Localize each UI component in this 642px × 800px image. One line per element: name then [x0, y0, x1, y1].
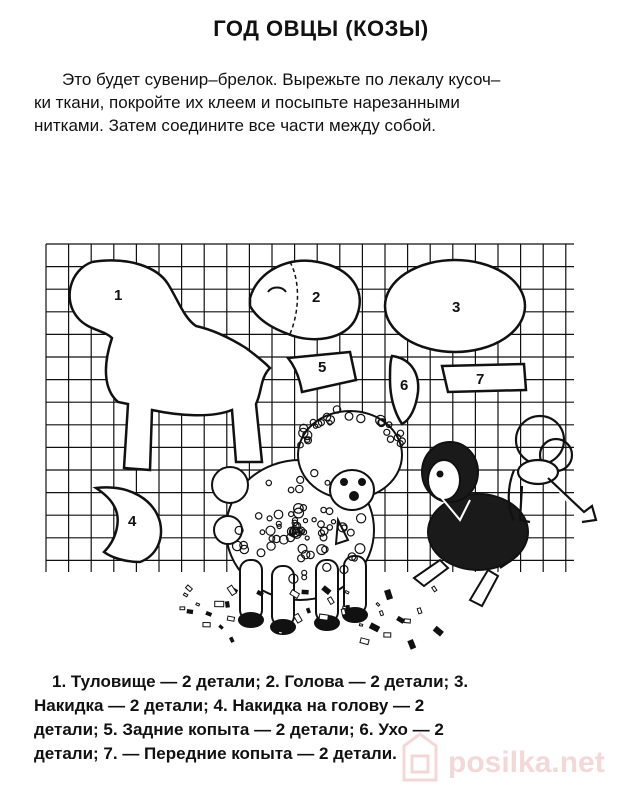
intro-line: ки ткани, покройте их клеем и посыпьте нарезанными: [34, 93, 460, 112]
confetti-scrap: [203, 623, 210, 627]
legend-line: Накидка — 2 детали; 4. Накидка на голову — 2: [34, 696, 425, 715]
piece-number: 2: [312, 289, 321, 306]
confetti-scrap: [359, 624, 362, 627]
black-lamb-illustration: [414, 442, 528, 606]
confetti-scrap: [187, 610, 193, 614]
confetti-scrap: [206, 612, 212, 617]
page-title: ГОД ОВЦЫ (КОЗЫ): [213, 16, 429, 41]
pattern-piece-body: [70, 260, 270, 470]
confetti-scrap: [376, 603, 380, 607]
legend-line: 1. Туловище — 2 детали; 2. Голова — 2 детали; 3.: [52, 672, 469, 691]
confetti-scrap: [369, 623, 379, 632]
confetti-scrap: [230, 637, 234, 642]
piece-number: 1: [114, 287, 123, 304]
piece-number: 3: [452, 299, 461, 316]
confetti-scrap: [225, 602, 229, 608]
confetti-scrap: [180, 607, 185, 610]
piece-number: 6: [400, 377, 409, 394]
confetti-scrap: [183, 593, 188, 597]
confetti-scrap: [319, 614, 328, 620]
confetti-scrap: [432, 586, 437, 592]
piece-number: 7: [476, 371, 485, 388]
watermark-logo: [392, 726, 632, 796]
confetti-scrap: [417, 608, 422, 614]
confetti-scrap: [227, 585, 236, 595]
confetti-scrap: [379, 611, 383, 616]
confetti-scrap: [294, 613, 302, 623]
legend-line: детали; 5. Задние копыта — 2 детали; 6. Ухо — 2: [34, 720, 444, 739]
confetti-scrap: [397, 617, 405, 624]
confetti-scrap: [433, 627, 443, 636]
confetti-scrap: [219, 625, 223, 629]
confetti-scrap: [196, 603, 200, 606]
confetti-scrap: [346, 605, 349, 610]
confetti-scrap: [404, 619, 410, 623]
confetti-scrap: [215, 601, 224, 607]
confetti-scrap: [278, 631, 282, 634]
confetti-scrap: [341, 609, 346, 615]
intro-line: Это будет сувенир–брелок. Вырежьте по лекалу кусоч–: [62, 70, 501, 89]
confetti-scrap: [302, 590, 308, 594]
confetti-scrap: [384, 633, 391, 637]
piece-number: 5: [318, 359, 327, 376]
legend-line: детали; 7. — Передние копыта — 2 детали.: [34, 744, 397, 763]
confetti-scrap: [306, 608, 310, 613]
piece-number: 4: [128, 513, 137, 530]
confetti-scrap: [385, 590, 393, 600]
pattern-piece-head: [250, 261, 360, 340]
intro-line: нитками. Затем соедините все части между собой.: [34, 116, 437, 135]
keyring-illustration: [509, 416, 596, 522]
confetti-scrap: [360, 638, 369, 645]
watermark-text: posilka.net: [448, 746, 605, 779]
confetti-scrap: [186, 585, 193, 592]
confetti-scrap: [227, 616, 234, 621]
confetti-scrap: [408, 640, 416, 649]
